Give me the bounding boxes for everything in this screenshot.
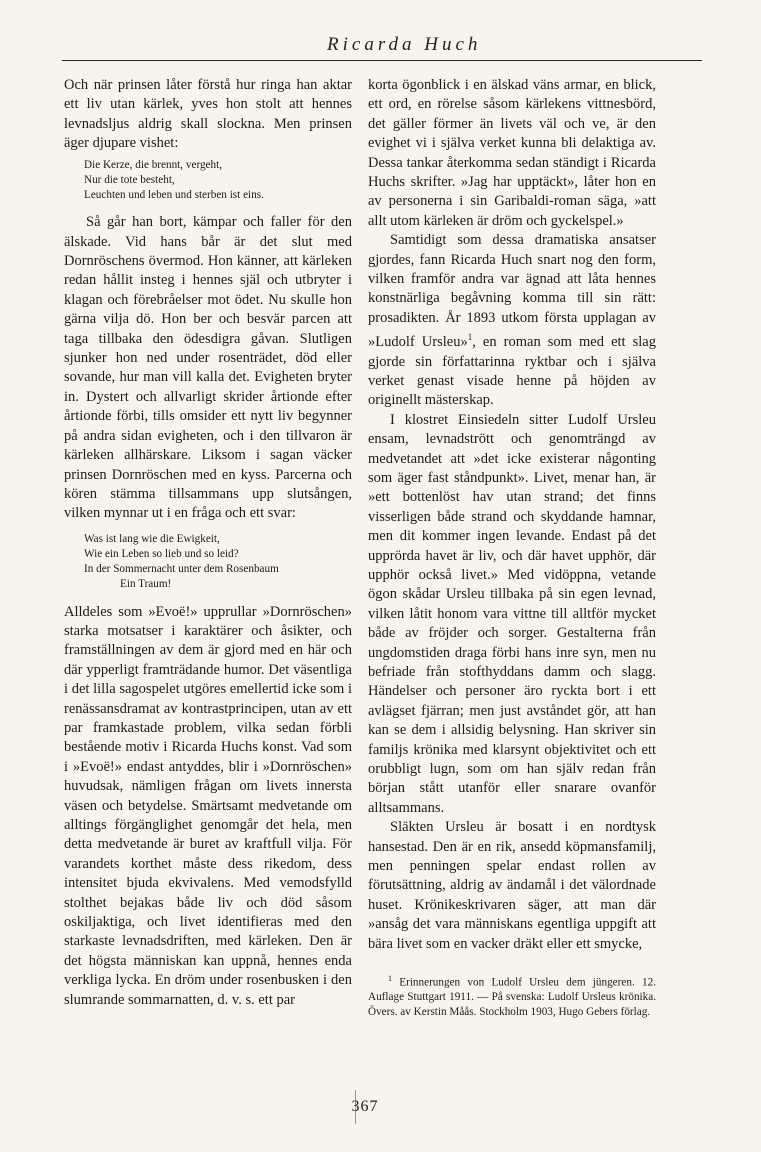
running-title: Ricarda Huch (327, 34, 482, 55)
footnote-text: Erinnerungen von Ludolf Ursleu dem jüngeren. 12. Auflage Stuttgart 1911. — På svenska: Ludolf Ursleus krönika. Övers. av Kerstin Måås. Stockholm 1903, Hugo Gebers förlag. (368, 976, 656, 1018)
verse-line: In der Sommernacht unter dem Rosenbaum (84, 563, 279, 576)
paragraph-text: , en roman som med ett slag gjorde sin författarinna ryktbar och i själva verket genast visade henne på höjden av originellt mästerskap. (368, 334, 656, 409)
paragraph: Och när prinsen låter förstå hur ringa han aktar ett liv utan kärlek, yves hon stolt att hennes levnadsljus aldrig skall slockna. Men prinsen äger djupare vishet: (64, 77, 352, 152)
page-number: 367 (351, 1098, 379, 1115)
paragraph: Släkten Ursleu är bosatt i en nordtysk hansestad. Den är en rik, ansedd köpmansfamilj, men penningen spelar endast rollen av förutsättning, aldrig av ändamål i det välordnade huset. Krönikeskrivaren säger, att man där »ansåg det vara människans egentliga uppgift att bära livet som en vacker dräkt eller ett smycke, (368, 819, 656, 952)
verse-line: Leuchten und leben und sterben ist eins. (84, 189, 264, 202)
verse-line: Nur die tote besteht, (84, 173, 175, 186)
paragraph-text: Samtidigt som dessa dramatiska ansatser gjordes, fann Ricarda Huch snart nog den form, vilken framför andra var ägnad att låta hennes konstnärliga begåvning komma till sin rätt: prosadikten. År 1893 utkom första upplagan av »Ludolf Ursleu» (368, 232, 656, 351)
verse-line: Die Kerze, die brennt, vergeht, (84, 158, 223, 171)
paragraph: Alldeles som »Evoë!» upprullar »Dornröschen» starka motsatser i karaktärer och åsikter, och framställningen av dem är gjord med en här och där ypperligt framträdande humor. Det väsentliga i det lilla sagospelet utgöres emellertid icke som i renässansdramat av kontrastprincipen, utan av ett par framkastade problem, vilka sedan förbli bestående motiv i Ricarda Huchs konst. Vad som i »Evoë!» endast antyddes, blir i »Dornröschen» huvudsak, nämligen frågan om livets innersta väsen och betydelse. Smärtsamt medvetande om alltings förgänglighet genomgår det hela, men detta medvetande är buret av kraftfull vilja. För varandets korthet måste dess rikedom, dess intensitet bjuda ekvivalens. Med vemodsfylld stolthet bejakas både liv och död såsom oskiljaktiga, och livet identifieras med den starkaste levnadsdriften, med kärleken. Den är det högsta människan kan uppnå, hennes enda verkliga lycka. En dröm under rosenbusken i den slumrande sommarnatten, d. v. s. ett par (64, 603, 352, 1008)
paragraph: I klostret Einsiedeln sitter Ludolf Ursleu ensam, levnadstrött och genomträngd av medvetandet att »det icke existerar någonting som äger fast ståndpunkt». Livet, menar han, är »ett bottenlöst hav utan strand; det finns visserligen både strand och skyddande hamnar, men dit kommer ingen levande. Endast på det upprörda havet är liv, och där havet upphör, där upphör också livet.» Med vidöppna, vetande ögon skådar Ursleu tillbaka på sin egen levnad, vilken låtit honom vara vittne till alltför mycket både av fröjder och sorger. Gestalterna från ungdomstiden draga förbi hans inre syn, men nu befriade från stofthyddans damm och slagg. Händelser och personer äro ryckta bort i ett avlägset fjärran; men just avståndet gör, att han kan se dem i allsidig belysning. Han skriver sin familjs krönika med klarsynt objektivitet och ett orubbligt lugn, som om han själv redan från början stått utanför eller snarare ovanför alltsammans. (368, 411, 656, 816)
left-column (64, 76, 352, 1010)
footnote-reference: 1 (467, 332, 473, 343)
verse-quote (84, 158, 352, 204)
right-column (368, 76, 656, 1019)
paragraph (368, 231, 656, 410)
footnote-mark: 1 (388, 974, 392, 984)
footnote (368, 972, 656, 1019)
verse-line: Was ist lang wie die Ewigkeit, (84, 532, 220, 545)
paragraph: korta ögonblick i en älskad väns armar, en blick, ett ord, en rörelse såsom kärlekens vittnesbörd, det gäller förmer än livets väl och ve, är den evighet vi i själva verket kunna bli delaktiga av. Dessa tankar återkomma sedan ständigt i Ricarda Huchs skrifter. »Jag har upptäckt», låter hon en av personerna i sin Garibaldi-roman säga, »att allt utom kärleken är dröm och gyckelspel.» (368, 77, 656, 229)
verse-quote (84, 532, 352, 593)
verse-line: Ein Traum! (120, 578, 172, 591)
verse-line: Wie ein Leben so lieb und so leid? (84, 547, 239, 560)
running-header (62, 30, 702, 61)
paragraph: Så går han bort, kämpar och faller för den älskade. Vid hans bår är det slut med Dornröschens övermod. Hon känner, att kärleken redan hållit insteg i hennes själ och utbryter i klagan och förebråelser mot ödet. Nu skulle hon gärna vilja dö. Hon ber och besvär parcen att taga tillbaka den ödesdigra gåvan. Slutligen sjunker hon ned under rosenträdet, död eller sovande, hur man vill kalla det. Evigheten bryter in. Dystert och allvarligt skrider årtionde efter årtionde förbi, tills omsider ett nytt liv begynner på andra sidan evigheten, och i den tillvaron är kärleken allhärskare. Liksom i sagan väcker prinsen Dornröschen med en kyss. Parcerna och kören stämma tillsammans upp slutsången, vilken mynnar ut i en fråga och ett svar: (64, 214, 352, 522)
